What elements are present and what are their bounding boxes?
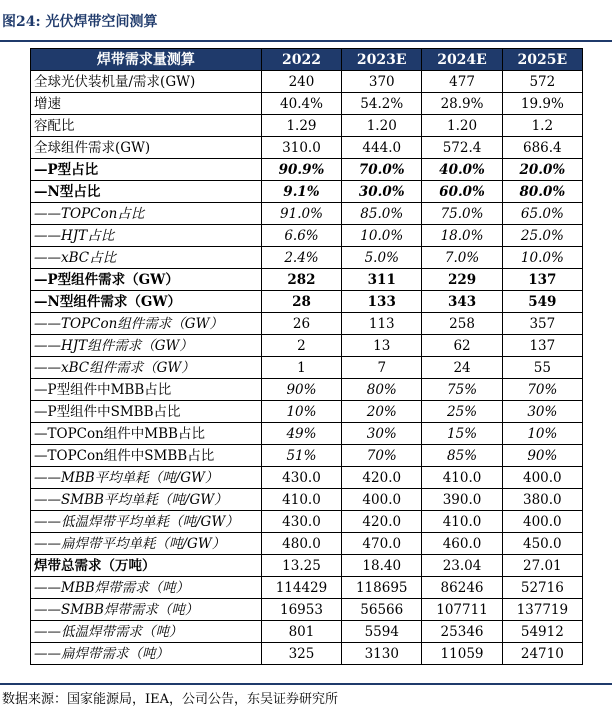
cell-value: 13 bbox=[342, 335, 422, 357]
table-row bbox=[31, 467, 583, 489]
table-row bbox=[31, 357, 583, 379]
cell-value: 10% bbox=[261, 401, 341, 423]
cell-value: 25.0% bbox=[502, 225, 582, 247]
cell-value: 572.4 bbox=[422, 137, 502, 159]
cell-value: 85% bbox=[422, 445, 502, 467]
table-row bbox=[31, 115, 583, 137]
cell-value: 40.0% bbox=[422, 159, 502, 181]
table-row bbox=[31, 181, 583, 203]
cell-value: 24710 bbox=[502, 643, 582, 665]
cell-value: 70.0% bbox=[342, 159, 422, 181]
row-label: ——MBB焊带需求（吨） bbox=[31, 577, 262, 599]
cell-value: 137 bbox=[502, 269, 582, 291]
row-label: ——HJT占比 bbox=[31, 225, 262, 247]
cell-value: 400.0 bbox=[342, 489, 422, 511]
cell-value: 49% bbox=[261, 423, 341, 445]
cell-value: 801 bbox=[261, 621, 341, 643]
table-row bbox=[31, 137, 583, 159]
table-row bbox=[31, 93, 583, 115]
cell-value: 90.9% bbox=[261, 159, 341, 181]
header-year: 2023E bbox=[342, 49, 422, 71]
cell-value: 5594 bbox=[342, 621, 422, 643]
figure-title: 图24: 光伏焊带空间测算 bbox=[2, 14, 158, 30]
row-label: —P型组件需求（GW） bbox=[31, 269, 262, 291]
row-label: —P型组件中SMBB占比 bbox=[31, 401, 262, 423]
table-row bbox=[31, 313, 583, 335]
cell-value: 75% bbox=[422, 379, 502, 401]
table-row bbox=[31, 599, 583, 621]
cell-value: 10% bbox=[502, 423, 582, 445]
table-row bbox=[31, 643, 583, 665]
table-row bbox=[31, 445, 583, 467]
cell-value: 54912 bbox=[502, 621, 582, 643]
cell-value: 16953 bbox=[261, 599, 341, 621]
row-label: ——扁焊带需求（吨） bbox=[31, 643, 262, 665]
table-row bbox=[31, 401, 583, 423]
cell-value: 25% bbox=[422, 401, 502, 423]
bottom-rule bbox=[0, 683, 612, 685]
cell-value: 686.4 bbox=[502, 137, 582, 159]
cell-value: 450.0 bbox=[502, 533, 582, 555]
row-label: ——SMBB焊带需求（吨） bbox=[31, 599, 262, 621]
table-row bbox=[31, 423, 583, 445]
row-label: 容配比 bbox=[31, 115, 262, 137]
cell-value: 20.0% bbox=[502, 159, 582, 181]
cell-value: 400.0 bbox=[502, 467, 582, 489]
cell-value: 56566 bbox=[342, 599, 422, 621]
cell-value: 444.0 bbox=[342, 137, 422, 159]
cell-value: 10.0% bbox=[342, 225, 422, 247]
cell-value: 15% bbox=[422, 423, 502, 445]
cell-value: 91.0% bbox=[261, 203, 341, 225]
cell-value: 410.0 bbox=[422, 467, 502, 489]
cell-value: 70% bbox=[342, 445, 422, 467]
row-label: ——MBB平均单耗（吨/GW） bbox=[31, 467, 262, 489]
cell-value: 430.0 bbox=[261, 511, 341, 533]
table-row bbox=[31, 379, 583, 401]
cell-value: 310.0 bbox=[261, 137, 341, 159]
cell-value: 133 bbox=[342, 291, 422, 313]
row-label: ——低温焊带平均单耗（吨/GW） bbox=[31, 511, 262, 533]
cell-value: 1.20 bbox=[422, 115, 502, 137]
table-row bbox=[31, 555, 583, 577]
cell-value: 400.0 bbox=[502, 511, 582, 533]
cell-value: 60.0% bbox=[422, 181, 502, 203]
cell-value: 343 bbox=[422, 291, 502, 313]
cell-value: 20% bbox=[342, 401, 422, 423]
cell-value: 80.0% bbox=[502, 181, 582, 203]
table-row bbox=[31, 159, 583, 181]
cell-value: 390.0 bbox=[422, 489, 502, 511]
cell-value: 1.2 bbox=[502, 115, 582, 137]
cell-value: 258 bbox=[422, 313, 502, 335]
cell-value: 85.0% bbox=[342, 203, 422, 225]
row-label: —N型组件需求（GW） bbox=[31, 291, 262, 313]
header-label: 焊带需求量测算 bbox=[31, 49, 262, 71]
cell-value: 30% bbox=[502, 401, 582, 423]
cell-value: 410.0 bbox=[422, 511, 502, 533]
cell-value: 2 bbox=[261, 335, 341, 357]
cell-value: 18.0% bbox=[422, 225, 502, 247]
cell-value: 1.20 bbox=[342, 115, 422, 137]
cell-value: 380.0 bbox=[502, 489, 582, 511]
cell-value: 80% bbox=[342, 379, 422, 401]
table-row bbox=[31, 225, 583, 247]
cell-value: 107711 bbox=[422, 599, 502, 621]
cell-value: 240 bbox=[261, 71, 341, 93]
cell-value: 113 bbox=[342, 313, 422, 335]
table-row bbox=[31, 269, 583, 291]
cell-value: 370 bbox=[342, 71, 422, 93]
cell-value: 23.04 bbox=[422, 555, 502, 577]
cell-value: 460.0 bbox=[422, 533, 502, 555]
cell-value: 55 bbox=[502, 357, 582, 379]
cell-value: 470.0 bbox=[342, 533, 422, 555]
row-label: —N型占比 bbox=[31, 181, 262, 203]
row-label: 焊带总需求（万吨） bbox=[31, 555, 262, 577]
cell-value: 420.0 bbox=[342, 467, 422, 489]
cell-value: 19.9% bbox=[502, 93, 582, 115]
cell-value: 13.25 bbox=[261, 555, 341, 577]
row-label: —TOPCon组件中SMBB占比 bbox=[31, 445, 262, 467]
row-label: ——TOPCon组件需求（GW） bbox=[31, 313, 262, 335]
cell-value: 40.4% bbox=[261, 93, 341, 115]
row-label: —P型组件中MBB占比 bbox=[31, 379, 262, 401]
row-label: ——xBC占比 bbox=[31, 247, 262, 269]
row-label: —TOPCon组件中MBB占比 bbox=[31, 423, 262, 445]
row-label: ——SMBB平均单耗（吨/GW） bbox=[31, 489, 262, 511]
cell-value: 62 bbox=[422, 335, 502, 357]
row-label: 全球组件需求(GW) bbox=[31, 137, 262, 159]
top-rule bbox=[0, 40, 612, 42]
cell-value: 229 bbox=[422, 269, 502, 291]
row-label: ——HJT组件需求（GW） bbox=[31, 335, 262, 357]
cell-value: 70% bbox=[502, 379, 582, 401]
cell-value: 118695 bbox=[342, 577, 422, 599]
row-label: ——扁焊带平均单耗（吨/GW） bbox=[31, 533, 262, 555]
cell-value: 311 bbox=[342, 269, 422, 291]
cell-value: 6.6% bbox=[261, 225, 341, 247]
source-note: 数据来源：国家能源局，IEA，公司公告，东吴证券研究所 bbox=[2, 692, 339, 707]
header-year: 2022 bbox=[261, 49, 341, 71]
table-row bbox=[31, 203, 583, 225]
row-label: ——xBC组件需求（GW） bbox=[31, 357, 262, 379]
cell-value: 325 bbox=[261, 643, 341, 665]
cell-value: 90% bbox=[261, 379, 341, 401]
cell-value: 2.4% bbox=[261, 247, 341, 269]
row-label: ——低温焊带需求（吨） bbox=[31, 621, 262, 643]
cell-value: 27.01 bbox=[502, 555, 582, 577]
table-row bbox=[31, 489, 583, 511]
cell-value: 9.1% bbox=[261, 181, 341, 203]
table-row bbox=[31, 621, 583, 643]
cell-value: 5.0% bbox=[342, 247, 422, 269]
cell-value: 477 bbox=[422, 71, 502, 93]
cell-value: 3130 bbox=[342, 643, 422, 665]
cell-value: 549 bbox=[502, 291, 582, 313]
cell-value: 11059 bbox=[422, 643, 502, 665]
header-year: 2025E bbox=[502, 49, 582, 71]
header-row bbox=[31, 49, 583, 71]
table-row bbox=[31, 533, 583, 555]
cell-value: 51% bbox=[261, 445, 341, 467]
cell-value: 114429 bbox=[261, 577, 341, 599]
table-row bbox=[31, 291, 583, 313]
cell-value: 86246 bbox=[422, 577, 502, 599]
cell-value: 25346 bbox=[422, 621, 502, 643]
cell-value: 52716 bbox=[502, 577, 582, 599]
cell-value: 430.0 bbox=[261, 467, 341, 489]
cell-value: 18.40 bbox=[342, 555, 422, 577]
cell-value: 282 bbox=[261, 269, 341, 291]
cell-value: 26 bbox=[261, 313, 341, 335]
cell-value: 28.9% bbox=[422, 93, 502, 115]
row-label: —P型占比 bbox=[31, 159, 262, 181]
cell-value: 357 bbox=[502, 313, 582, 335]
cell-value: 137719 bbox=[502, 599, 582, 621]
cell-value: 410.0 bbox=[261, 489, 341, 511]
cell-value: 24 bbox=[422, 357, 502, 379]
cell-value: 572 bbox=[502, 71, 582, 93]
table-row bbox=[31, 577, 583, 599]
cell-value: 420.0 bbox=[342, 511, 422, 533]
cell-value: 1.29 bbox=[261, 115, 341, 137]
table-row bbox=[31, 511, 583, 533]
row-label: 增速 bbox=[31, 93, 262, 115]
cell-value: 137 bbox=[502, 335, 582, 357]
cell-value: 28 bbox=[261, 291, 341, 313]
table-row bbox=[31, 71, 583, 93]
cell-value: 54.2% bbox=[342, 93, 422, 115]
cell-value: 7.0% bbox=[422, 247, 502, 269]
row-label: 全球光伏装机量/需求(GW) bbox=[31, 71, 262, 93]
cell-value: 65.0% bbox=[502, 203, 582, 225]
data-table bbox=[30, 48, 583, 665]
cell-value: 30.0% bbox=[342, 181, 422, 203]
table-row bbox=[31, 335, 583, 357]
cell-value: 90% bbox=[502, 445, 582, 467]
header-year: 2024E bbox=[422, 49, 502, 71]
cell-value: 75.0% bbox=[422, 203, 502, 225]
cell-value: 1 bbox=[261, 357, 341, 379]
row-label: ——TOPCon占比 bbox=[31, 203, 262, 225]
table-row bbox=[31, 247, 583, 269]
cell-value: 30% bbox=[342, 423, 422, 445]
cell-value: 10.0% bbox=[502, 247, 582, 269]
cell-value: 480.0 bbox=[261, 533, 341, 555]
cell-value: 7 bbox=[342, 357, 422, 379]
